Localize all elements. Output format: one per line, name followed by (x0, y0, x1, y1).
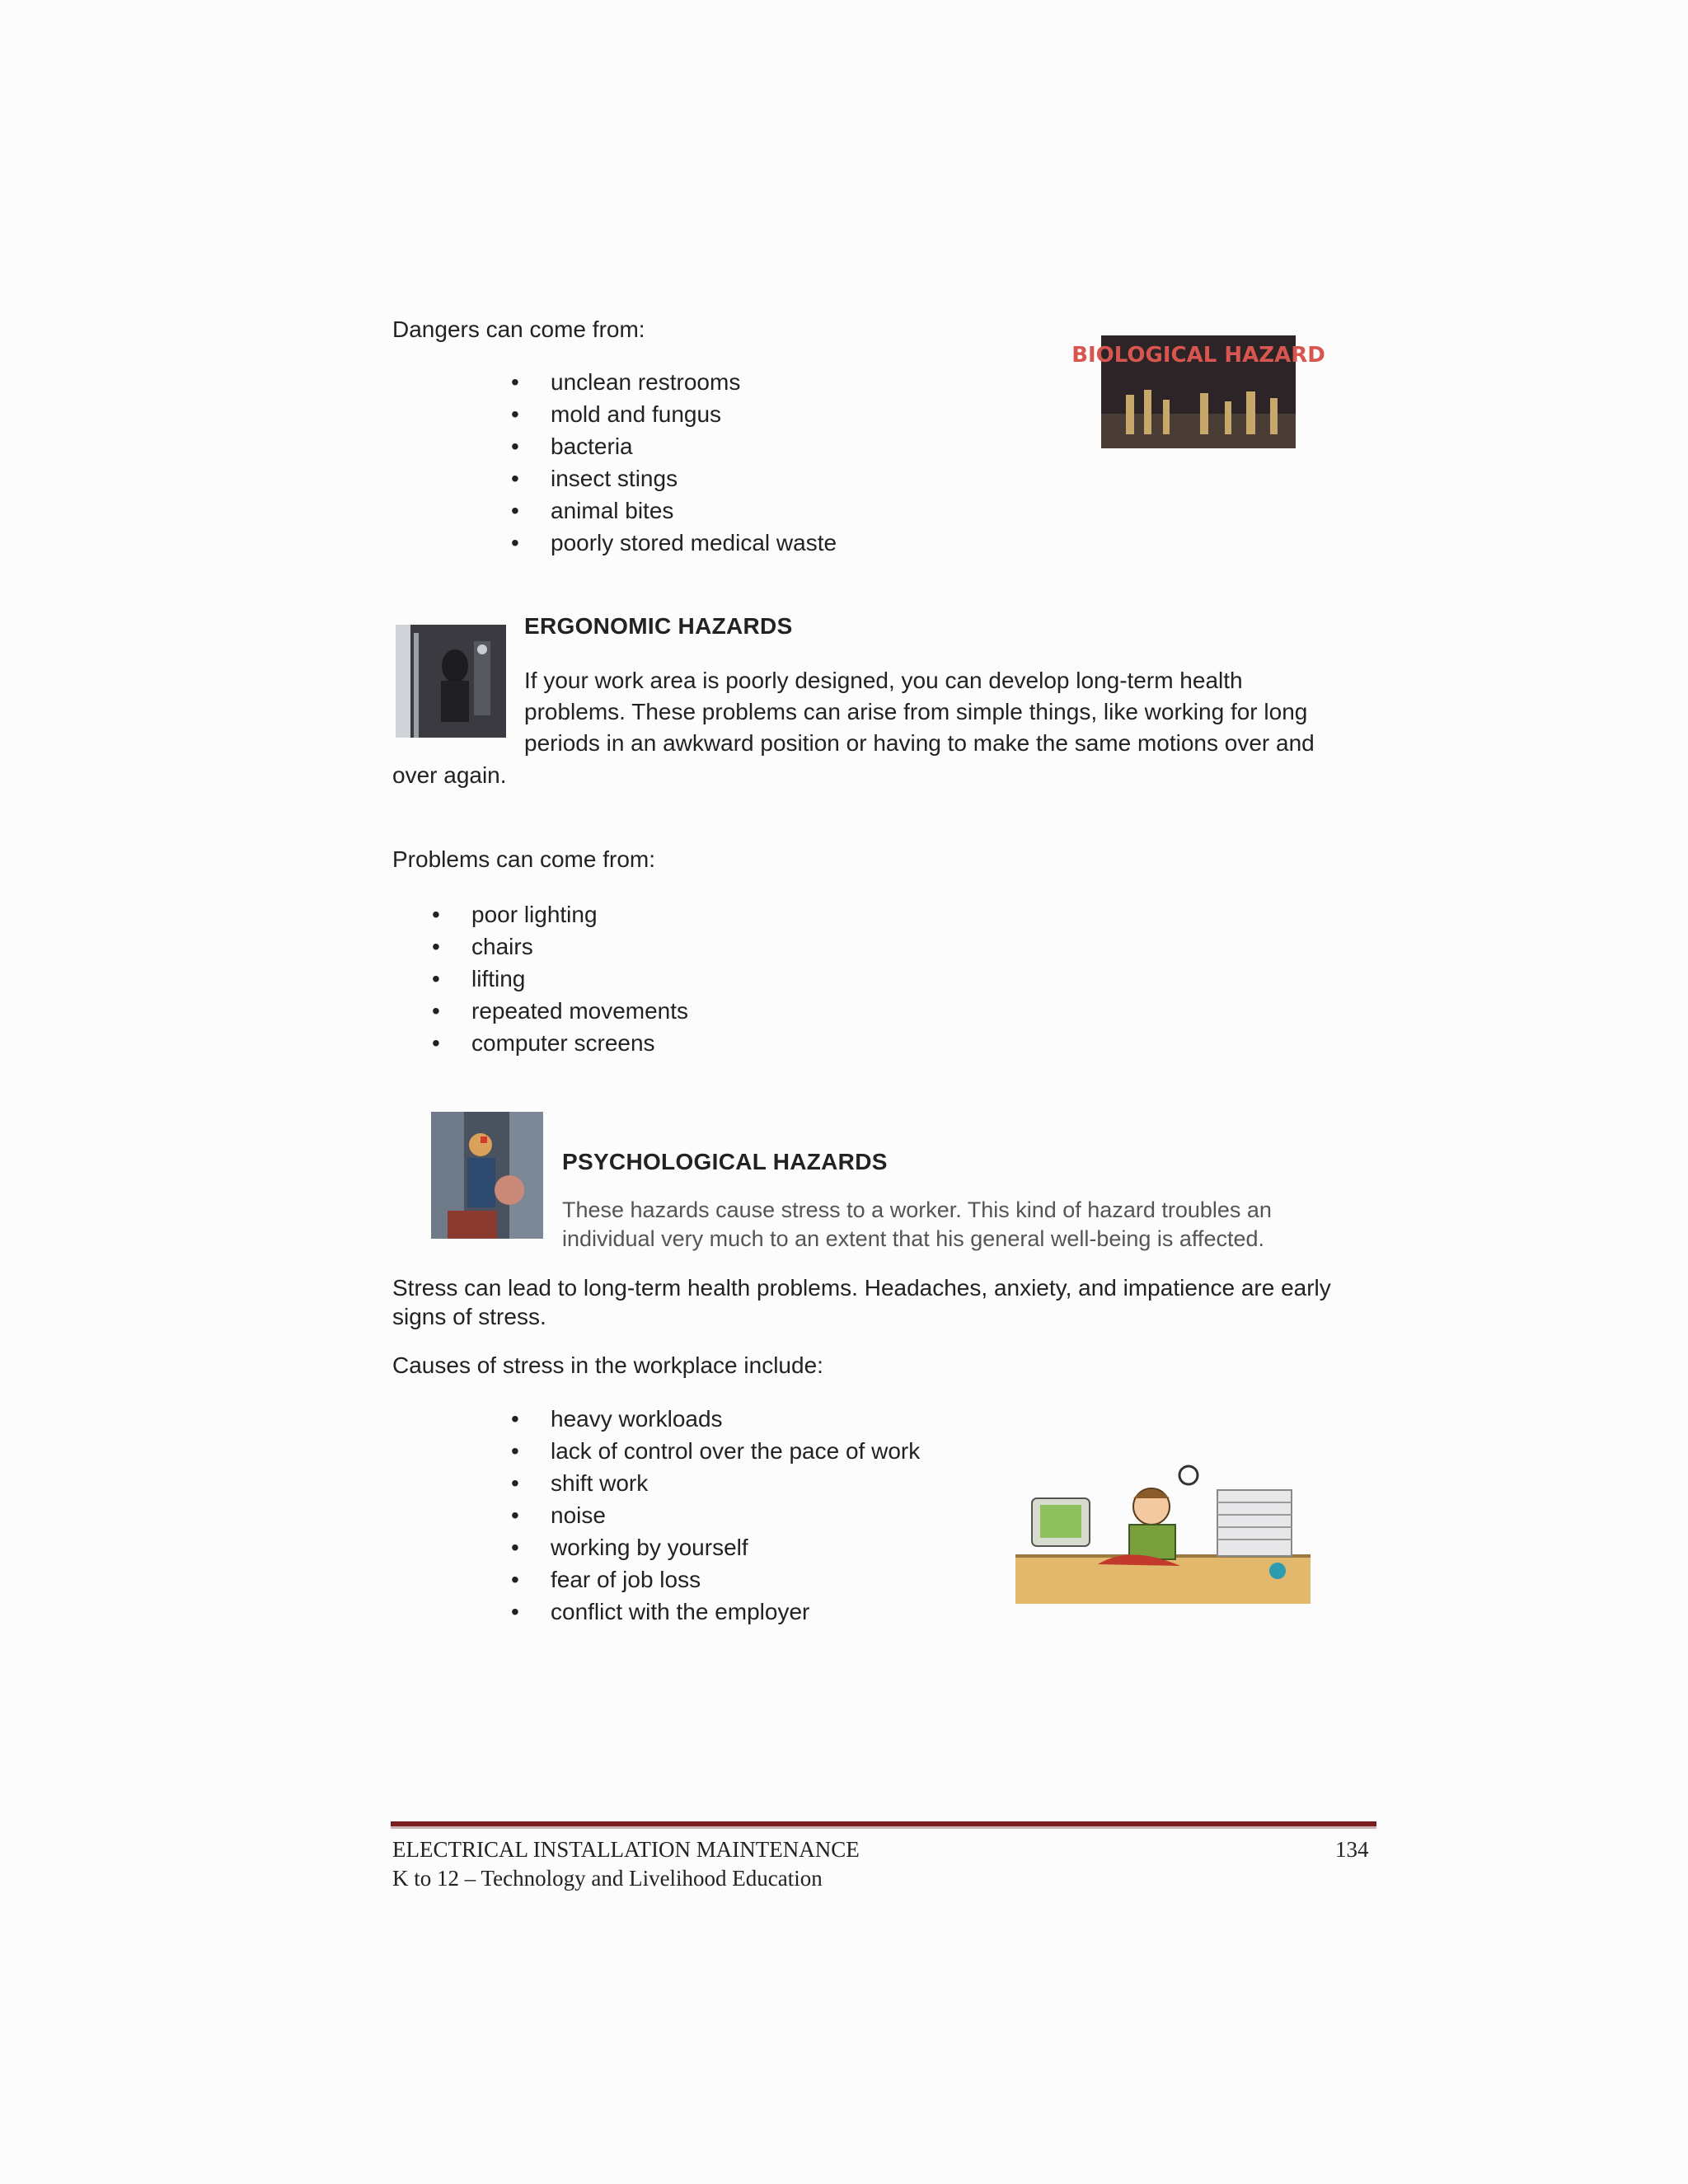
svg-text:BIOLOGICAL HAZARD: BIOLOGICAL HAZARD (1071, 343, 1325, 368)
list-item: • poorly stored medical waste (511, 527, 837, 559)
footer-program: K to 12 – Technology and Livelihood Education (392, 1866, 823, 1891)
list-item: • mold and fungus (511, 398, 837, 430)
biological-hazard-image (1071, 335, 1325, 448)
problems-intro: Problems can come from: (392, 846, 655, 872)
psychological-line: individual very much to an extent that his general well-being is affected. (562, 1226, 1264, 1251)
list-item: • insect stings (511, 462, 837, 494)
list-item: • lack of control over the pace of work (511, 1435, 920, 1467)
stressed-worker-illustration (1015, 1465, 1311, 1604)
ergonomic-paragraph (524, 665, 1315, 759)
psychological-heading: PSYCHOLOGICAL HAZARDS (562, 1149, 888, 1174)
list-item: • bacteria (511, 430, 837, 462)
list-item: • animal bites (511, 494, 837, 527)
footer-rule-shadow (391, 1826, 1376, 1829)
list-item: • fear of job loss (511, 1563, 920, 1596)
stress-paragraph (392, 1273, 1331, 1331)
ergonomic-heading: ERGONOMIC HAZARDS (524, 613, 793, 639)
ergonomic-line: problems. These problems can arise from simple things, like working for long (524, 699, 1308, 724)
list-item: • conflict with the employer (511, 1596, 920, 1628)
footer-course: ELECTRICAL INSTALLATION MAINTENANCE (392, 1837, 860, 1862)
list-item: • heavy workloads (511, 1403, 920, 1435)
ergonomic-hazard-image (396, 625, 506, 738)
dangers-list (511, 366, 837, 559)
list-item: • working by yourself (511, 1531, 920, 1563)
causes-intro: Causes of stress in the workplace include: (392, 1352, 823, 1378)
causes-list (511, 1403, 920, 1628)
psychological-line: These hazards cause stress to a worker. This kind of hazard troubles an (562, 1197, 1272, 1222)
list-item: • lifting (432, 963, 688, 995)
list-item: • repeated movements (432, 995, 688, 1027)
list-item: • chairs (432, 930, 688, 963)
stress-line: Stress can lead to long-term health problems. Headaches, anxiety, and impatience are early (392, 1275, 1331, 1301)
ergonomic-line: If your work area is poorly designed, you can develop long-term health (524, 668, 1243, 693)
page-number: 134 (1335, 1837, 1369, 1862)
psychological-hazard-image (431, 1112, 543, 1239)
problems-list (432, 898, 688, 1059)
psychological-description (562, 1196, 1272, 1254)
ergonomic-line: periods in an awkward position or having to make the same motions over and (524, 730, 1315, 756)
dangers-intro: Dangers can come from: (392, 316, 645, 342)
list-item: • poor lighting (432, 898, 688, 930)
list-item: • unclean restrooms (511, 366, 837, 398)
ergonomic-line: over again. (392, 762, 507, 788)
list-item: • noise (511, 1499, 920, 1531)
list-item: • shift work (511, 1467, 920, 1499)
stress-line: signs of stress. (392, 1304, 546, 1329)
list-item: • computer screens (432, 1027, 688, 1059)
